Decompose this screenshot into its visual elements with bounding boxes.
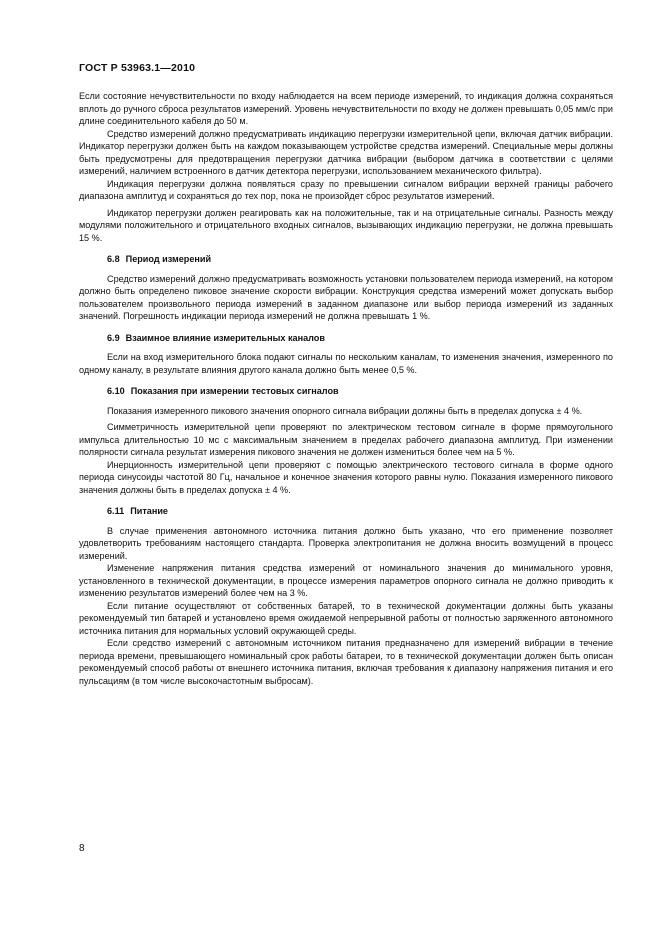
paragraph-measurement-period: Средство измерений должно предусматривать возможность установки пользователем периода измерений, на котором должно быть определено пиковое значение скорости вибрации. Конструкция средства измерений может допускать выбор пользователем произвольного периода измерений в заданном диапазоне или выбор периода измерений из заданных значений. Погрешность индикации периода измерений не должна превышать 1 %. [79, 273, 613, 321]
section-heading-6-11 [107, 505, 613, 518]
paragraph-overload-polarity: Индикатор перегрузки должен реагировать как на положительные, так и на отрицательные сигналы. Разность между модулями положительного и отрицательного входных сигналов, вызывающих индикацию перегрузки, не должна превышать 15 %. [79, 207, 613, 243]
section-heading-6-9 [107, 332, 613, 345]
document-header: ГОСТ Р 53963.1—2010 [79, 62, 196, 74]
section-number: 6.11 [107, 506, 125, 516]
section-title: Взаимное влияние измерительных каналов [125, 332, 325, 343]
paragraph-batteries: Если питание осуществляют от собственных батарей, то в технической документации должны быть указаны рекомендуемый тип батарей и установлено время ожидаемой непрерывной работы от полностью заряженного автономного источника питания для нормальных условий окружающей среды. [79, 600, 613, 636]
paragraph-channel-crosstalk: Если на вход измерительного блока подают сигналы по нескольким каналам, то изменения значения, измеренного по одному каналу, в результате влияния другого канала должно быть менее 0,5 %. [79, 352, 613, 375]
section-heading-6-10 [107, 385, 613, 398]
section-number: 6.8 [107, 254, 120, 264]
paragraph-external-power: Если средство измерений с автономным источником питания предназначено для измерений вибрации в течение периода времени, превышающего номинальный срок работы батареи, то в технической документации должен быть описан рекомендуемый способ работы от внешнего источника питания, включая требования к диапазону напряжения питания и его пульсациям (в том числе высокочастотным выбросам). [79, 638, 613, 686]
paragraph-inertia: Инерционность измерительной цепи проверяют с помощью электрического тестового сигнала в форме одного периода синусоиды частотой 80 Гц, начальное и конечное значения которого равны нулю. Показания измеренного пикового значения должны быть в пределах допуска ± 4 %. [79, 459, 613, 495]
paragraph-symmetry: Симметричность измерительной цепи проверяют по электрическом тестовом сигнале в форме прямоугольного импульса длительностью 10 мс с максимальным значением в пределах рабочего диапазона амплитуд. При изменении полярности сигнала результат измерения пикового значения не должен измениться более чем на 5 %. [79, 422, 613, 457]
paragraph-overload-timing: Индикация перегрузки должна появляться сразу по превышении сигналом вибрации верхней границы рабочего диапазона амплитуд и сохраняться до тех пор, пока не произойдет сброс результатов измерений. [79, 178, 613, 201]
paragraph-overload-indication: Средство измерений должно предусматривать индикацию перегрузки измерительной цепи, включая датчик вибрации. Индикатор перегрузки должен быть на каждом показывающем устройстве средства измерений. Специальные меры должны быть предусмотрены для предотвращения перегрузки датчика вибрации (выбором датчика в соответствии с целями измерений, наличием встроенного в датчик детектора перегрузки, использованием механического фильтра). [79, 128, 613, 176]
section-title: Период измерений [125, 254, 212, 264]
paragraph-autonomous-power: В случае применения автономного источника питания должно быть указано, что его применение позволяет удовлетворить требованиям настоящего стандарта. Проверка электропитания не должна вносить возмущений в процесс измерений. [79, 525, 613, 561]
paragraph-voltage-change: Изменение напряжения питания средства измерений от номинального значения до минимального уровня, установленного в технической документации, в процессе измерения параметров опорного сигнала не должно приводить к изменению результатов измерений более чем на 3 %. [79, 563, 613, 598]
section-title: Питание [130, 506, 168, 516]
section-number: 6.10 [107, 386, 125, 396]
section-title: Показания при измерении тестовых сигналов [130, 386, 339, 396]
page-number: 8 [79, 843, 85, 854]
paragraph-reference-signal: Показания измеренного пикового значения опорного сигнала вибрации должны быть в пределах допуска ± 4 %. [107, 405, 583, 416]
paragraph-input-insensitivity: Если состояние нечувствительности по входу наблюдается на всем периоде измерений, то индикация должна сохраняться вплоть до ручного сброса результатов измерений. Уровень нечувствительности по входу не должен превышать 0,05 мм/с при длине соединительного кабеля до 50 м. [79, 91, 613, 126]
page-body [79, 90, 613, 687]
section-heading-6-8 [107, 253, 613, 266]
section-number: 6.9 [107, 332, 120, 343]
